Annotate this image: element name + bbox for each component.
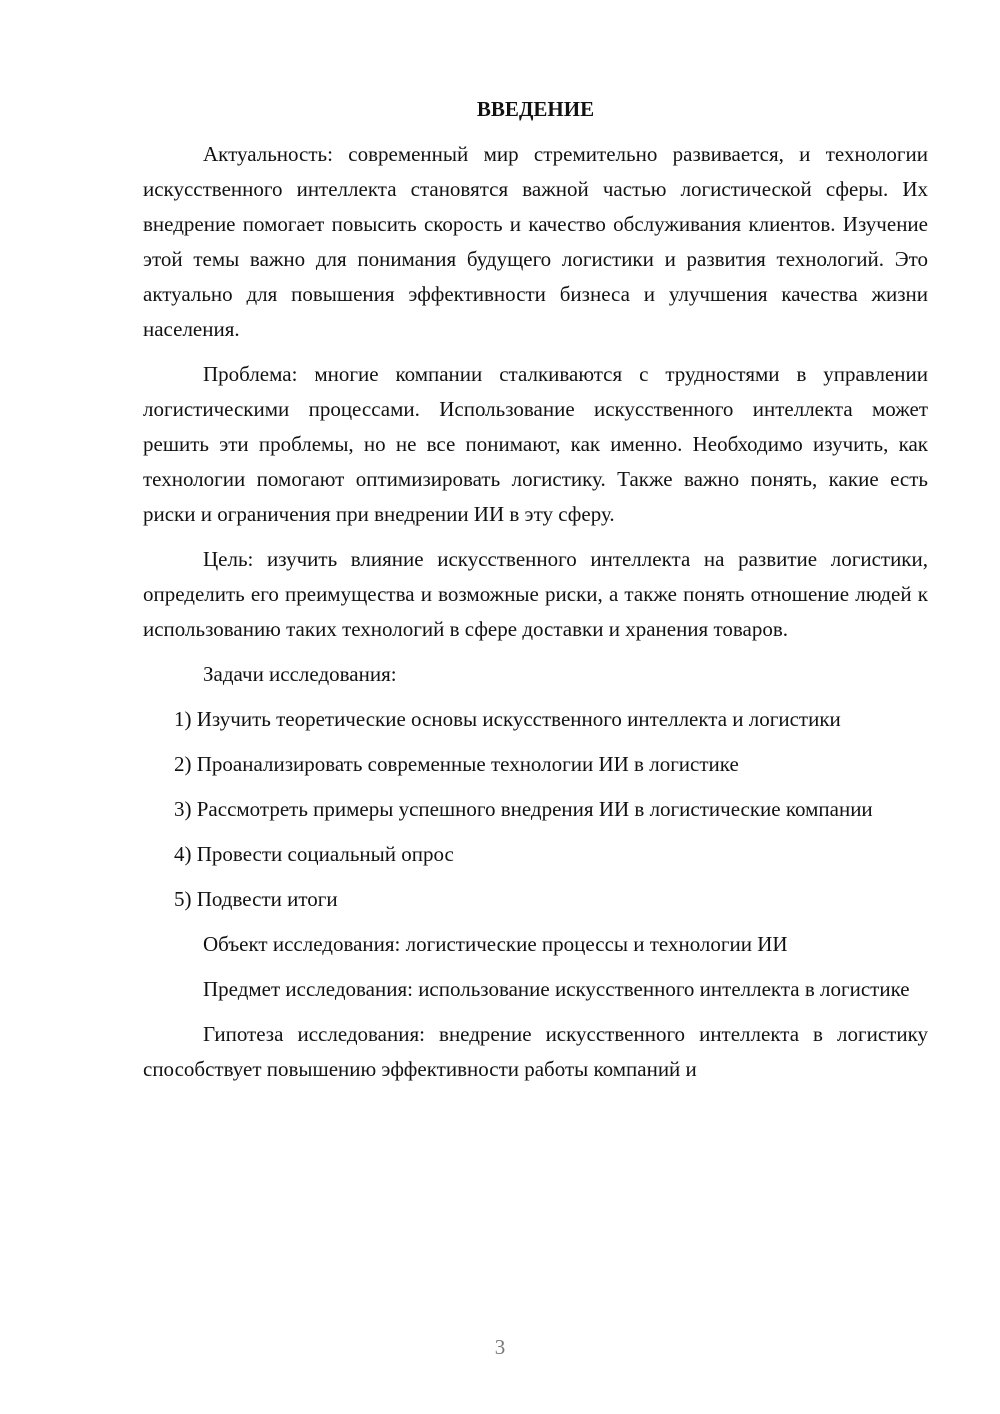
task-item-1: 1) Изучить теоретические основы искусственного интеллекта и логистики: [174, 707, 841, 731]
task-item-5: 5) Подвести итоги: [174, 887, 338, 911]
relevance-paragraph: Актуальность: современный мир стремительно развивается, и технологии искусственного интеллекта становятся важной частью логистической сферы. Их внедрение помогает повысить скорость и качество обслуживания клиентов. Изучение этой темы важно для понимания будущего логистики и развития технологий. Это актуально для повышения эффективности бизнеса и улучшения качества жизни населения.: [143, 142, 928, 341]
hypothesis-paragraph: Гипотеза исследования: внедрение искусственного интеллекта в логистику способствует повышению эффективности работы компаний и: [143, 1022, 928, 1081]
page-body: [143, 92, 928, 1087]
task-item-2: 2) Проанализировать современные технологии ИИ в логистике: [174, 752, 739, 776]
section-heading: ВВЕДЕНИЕ: [476, 97, 595, 121]
page-number: 3: [494, 1335, 506, 1359]
tasks-title: Задачи исследования:: [203, 662, 397, 686]
goal-paragraph: Цель: изучить влияние искусственного интеллекта на развитие логистики, определить его преимущества и возможные риски, а также понять отношение людей к использованию таких технологий в сфере доставки и хранения товаров.: [143, 547, 928, 641]
research-subject-paragraph: Предмет исследования: использование искусственного интеллекта в логистике: [203, 977, 910, 1001]
task-item-3: 3) Рассмотреть примеры успешного внедрения ИИ в логистические компании: [174, 797, 873, 821]
task-item-4: 4) Провести социальный опрос: [174, 842, 454, 866]
problem-paragraph: Проблема: многие компании сталкиваются с трудностями в управлении логистическими процессами. Использование искусственного интеллекта может решить эти проблемы, но не все понимают, как именно. Необходимо изучить, как технологии помогают оптимизировать логистику. Также важно понять, какие есть риски и ограничения при внедрении ИИ в эту сферу.: [143, 362, 928, 526]
research-object-paragraph: Объект исследования: логистические процессы и технологии ИИ: [203, 932, 788, 956]
